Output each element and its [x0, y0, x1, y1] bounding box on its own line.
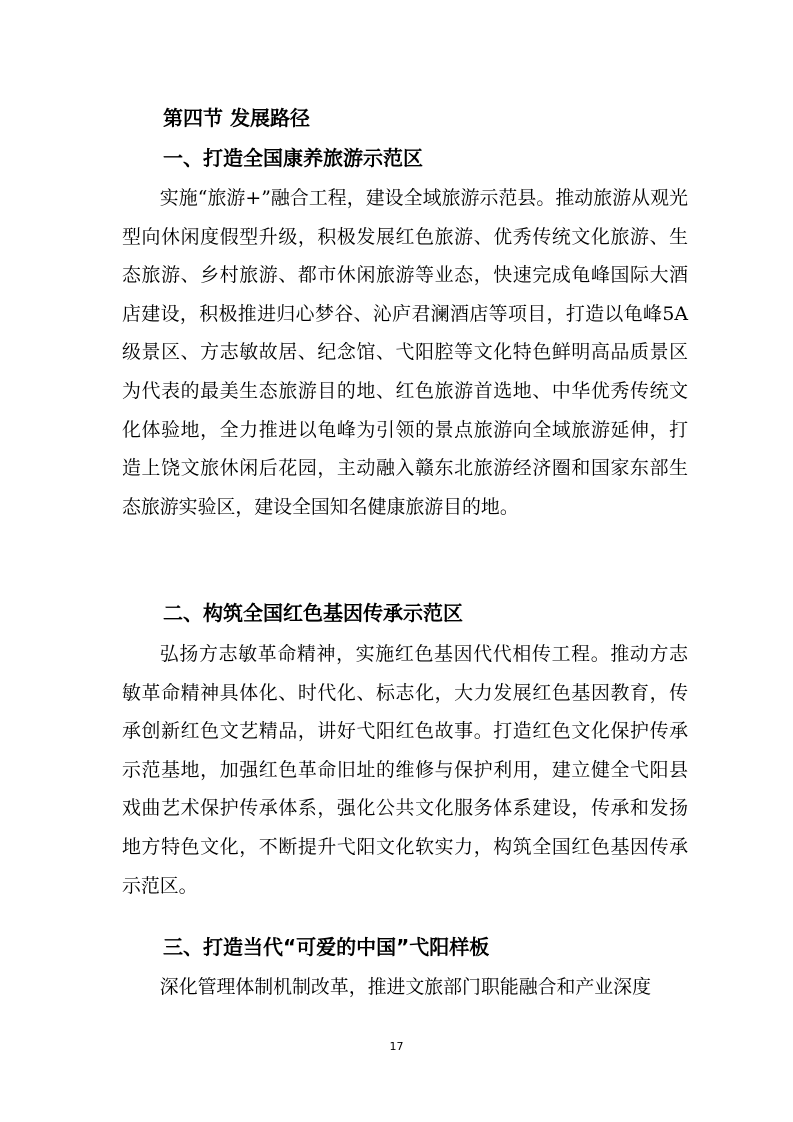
paragraph-3: 深化管理体制机制改革，推进文旅部门职能融合和产业深度	[159, 976, 651, 998]
subheading-1: 一、打造全国康养旅游示范区	[163, 146, 423, 170]
subheading-2: 二、构筑全国红色基因传承示范区	[163, 601, 463, 625]
subheading-3: 三、打造当代“可爱的中国”弋阳样板	[163, 935, 490, 959]
paragraph-2: 弘扬方志敏革命精神，实施红色基因代代相传工程。推动方志敏革命精神具体化、时代化、标志化，大力发展红色基因教育，传承创新红色文艺精品，讲好弋阳红色故事。打造红色文化保护传承示范基地，加强红色革命旧址的维修与保护利用，建立健全弋阳县戏曲艺术保护传承体系，强化公共文化服务体系建设，传承和发扬地方特色文化，不断提升弋阳文化软实力，构筑全国红色基因传承示范区。	[122, 643, 688, 897]
paragraph-1: 实施“旅游+”融合工程，建设全域旅游示范县。推动旅游从观光型向休闲度假型升级，积极发展红色旅游、优秀传统文化旅游、生态旅游、乡村旅游、都市休闲旅游等业态，快速完成龟峰国际大酒店建设，积极推进归心梦谷、沁庐君澜酒店等项目，打造以龟峰5A 级景区、方志敏故居、纪念馆、弋阳腔等文化特色鲜明高品质景区为代表的最美生态旅游目的地、红色旅游首选地、中华优秀传统文化体验地，全力推进以龟峰为引领的景点旅游向全域旅游延伸，打造上饶文旅休闲后花园，主动融入赣东北旅游经济圈和国家东部生态旅游实验区，建设全国知名健康旅游目的地。	[122, 187, 688, 518]
page-number: 17	[389, 1040, 404, 1053]
section-title: 第四节 发展路径	[163, 106, 310, 130]
